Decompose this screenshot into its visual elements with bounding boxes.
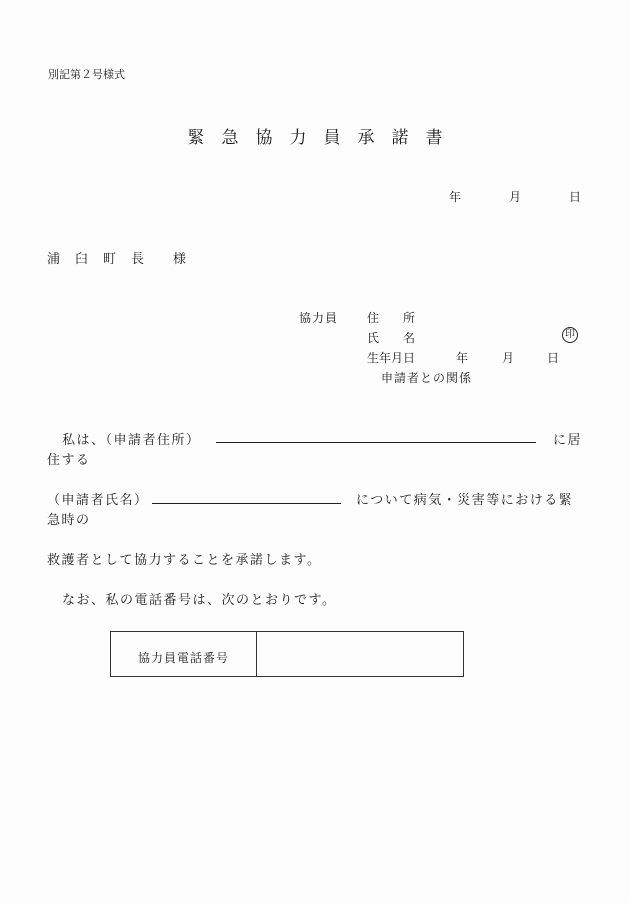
applicant-address-prompt: 私は、（申請者住所） [62,433,201,448]
residence-text-wrap: 住する [47,453,91,468]
applicant-name-prompt: （申請者氏名） [47,493,149,508]
document-title: 緊急協力員承諾書 [187,128,460,148]
residence-text: に居 [553,433,583,448]
date-day-label: 日 [569,190,582,204]
applicant-name-line[interactable] [152,502,341,504]
seal-mark: 印 [562,327,578,343]
emergency-text: について病気・災害等における緊 [356,493,574,508]
addressee: 浦 臼 町 長 様 [47,252,188,267]
cooperator-label: 協力員 [299,311,339,325]
phone-intro: なお、私の電話番号は、次のとおりです。 [62,593,337,608]
birth-year-label: 年 [456,351,469,365]
phone-label: 協力員電話番号 [111,632,257,677]
form-number: 別記第２号様式 [48,68,125,81]
birth-month-label: 月 [502,351,515,365]
birth-day-label: 日 [547,351,560,365]
phone-table [110,631,464,677]
consent-statement: 救護者として協力することを承諾します。 [47,553,322,568]
address-label: 住 所 [367,311,416,325]
birthdate-label: 生年月日 [367,351,416,365]
phone-input-cell[interactable] [257,632,464,677]
date-month-label: 月 [509,190,522,204]
date-year-label: 年 [449,190,462,204]
relation-label: 申請者との関係 [381,371,473,385]
applicant-address-line[interactable] [216,441,536,443]
emergency-text-wrap: 急時の [47,513,91,528]
name-label: 氏 名 [367,331,416,345]
